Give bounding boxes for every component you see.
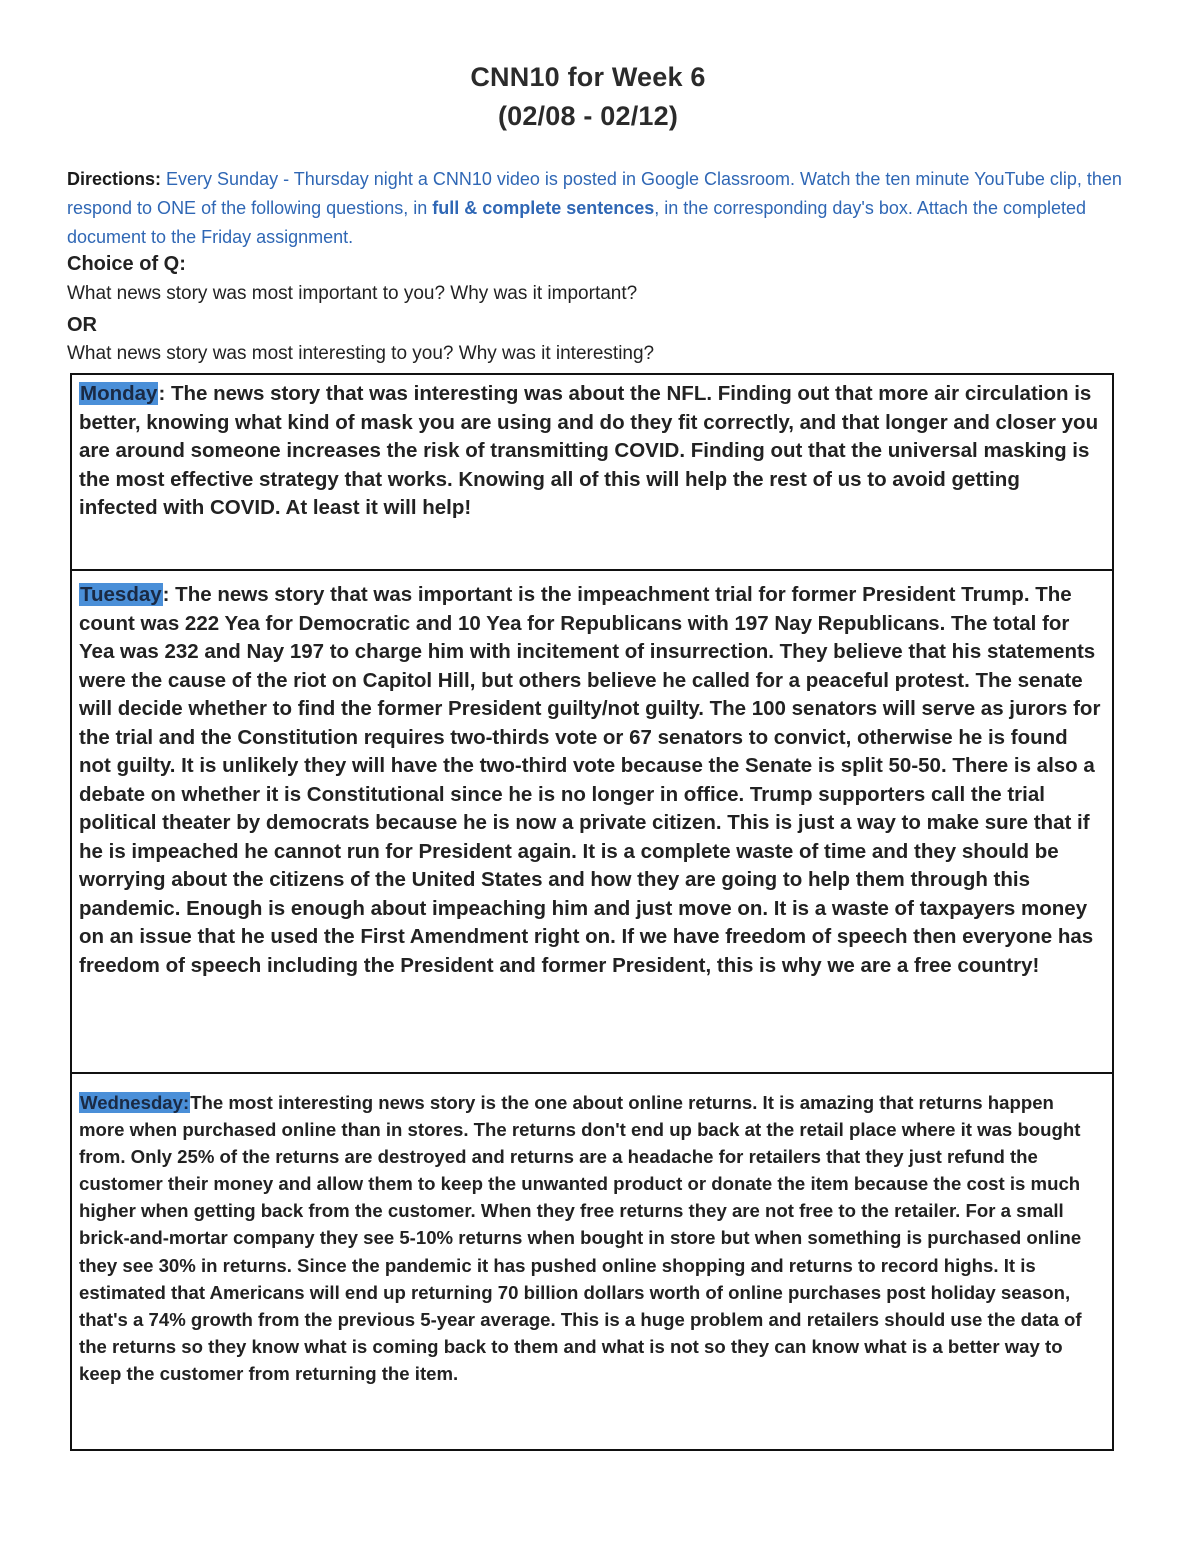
monday-response-text: : The news story that was interesting was about the NFL. Finding out that more air circulation is better, knowing what kind of mask you are using and do they fit correctly, and that longer and closer you are around someone increases the risk of transmitting COVID. Finding out that the universal masking is the most effective strategy that works. Knowing all of this will help the rest of us to avoid getting infected with COVID. At least it will help!: [79, 382, 1099, 520]
directions-emphasis: full & complete sentences: [432, 198, 655, 218]
tuesday-label: Tuesday: [80, 583, 162, 606]
monday-response-box[interactable]: [70, 373, 1114, 571]
wednesday-response-box[interactable]: [70, 1072, 1114, 1451]
or-label: OR: [67, 314, 97, 336]
tuesday-response-box[interactable]: [70, 569, 1114, 1074]
directions-text-before: Every Sunday - Thursday night a CNN10 video is posted in Google Classroom. Watch the ten minute YouTube clip, then respond to ONE of the following questions, in: [67, 169, 1122, 218]
question-important: What news story was most important to you? Why was it important?: [67, 283, 638, 304]
choice-label: Choice of Q:: [67, 253, 186, 275]
question-interesting: What news story was most interesting to you? Why was it interesting?: [67, 343, 655, 364]
tuesday-response-text: : The news story that was important is the impeachment trial for former President Trump. The count was 222 Yea for Democratic and 10 Yea for Republicans with 197 Nay Republicans. The total for Yea was 232 and Nay 197 to charge him with incitement of insurrection. They believe that his statements were the cause of the riot on Capitol Hill, but others believe he called for a peaceful protest. The senate will decide whether to find the former President guilty/not guilty. The 100 senators will serve as jurors for the trial and the Constitution requires two-thirds vote or 67 senators to convict, otherwise he is found not guilty. It is unlikely they will have the two-third vote because the Senate is split 50-50. There is also a debate on whether it is Constitutional since he is no longer in office. Trump supporters call the trial political theater by democrats because he is now a private citizen. This is just a way to make sure that if he is impeached he cannot run for President again. It is a complete waste of time and they should be worrying about the citizens of the United States and how they are going to help them through this pandemic. Enough is enough about impeaching him and just move on. It is a waste of taxpayers money on an issue that he used the First Amendment right on. If we have freedom of speech then everyone has freedom of speech including the President and former President, this is why we are a free country!: [79, 583, 1101, 977]
directions-paragraph: [67, 165, 1132, 252]
wednesday-label: Wednesday:: [80, 1092, 190, 1113]
page-title: CNN10 for Week 6: [470, 62, 706, 92]
wednesday-response-text: The most interesting news story is the one about online returns. It is amazing that returns happen more when purchased online than in stores. The returns don't end up back at the retail place where it was bought from. Only 25% of the returns are destroyed and returns are a headache for retailers that they just refund the customer their money and allow them to keep the unwanted product or donate the item because the cost is much higher when getting back from the customer. When they free returns they are not free to the retailer. For a small brick-and-mortar company they see 5-10% returns when bought in store but when something is purchased online they see 30% in returns. Since the pandemic it has pushed online shopping and returns to record highs. It is estimated that Americans will end up returning 70 billion dollars worth of online purchases post holiday season, that's a 74% growth from the previous 5-year average. This is a huge problem and retailers should use the data of the returns so they know what is coming back to them and what is not so they can know what is a better way to keep the customer from returning the item.: [79, 1092, 1082, 1384]
directions-text-after: , in the corresponding day's box. Attach the completed document to the Friday assignment.: [67, 198, 1086, 247]
week-dates: (02/08 - 02/12): [497, 101, 679, 131]
monday-label: Monday: [80, 382, 158, 405]
directions-label: Directions:: [67, 169, 162, 189]
